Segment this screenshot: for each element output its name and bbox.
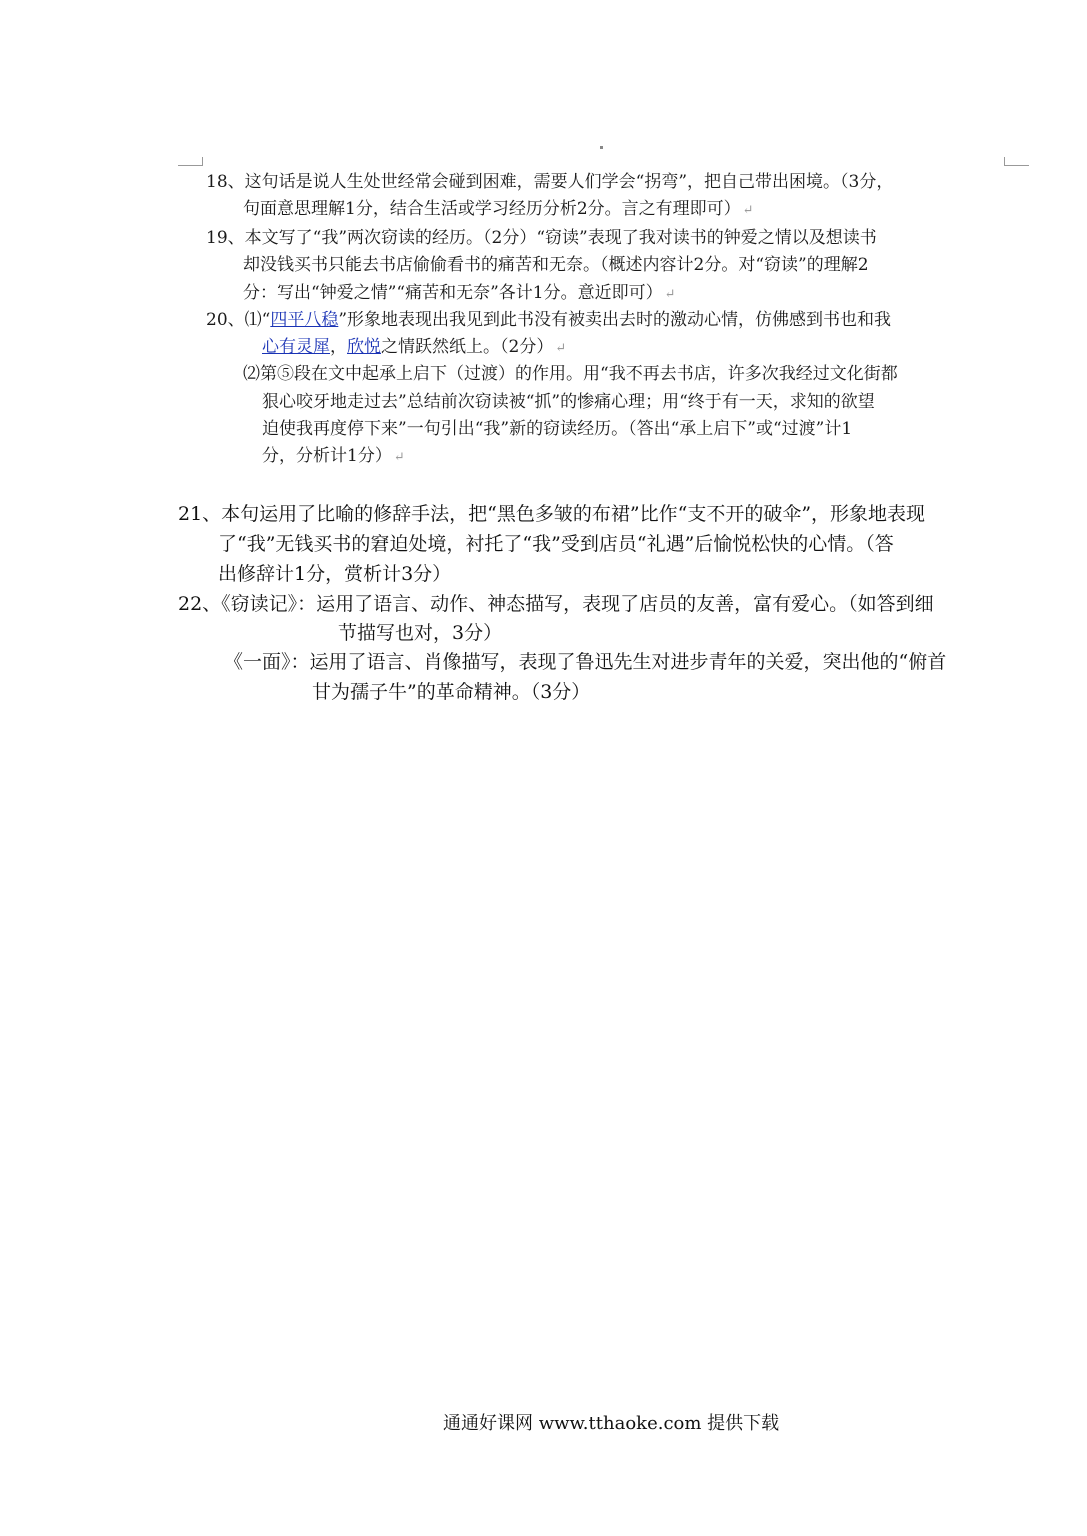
q22-line-2 [338,620,502,646]
q20-part2-text-2: 狠心咬牙地走过去”总结前次窃读被“抓”的惨痛心理；用“终于有一天，求知的欲望 [262,392,875,412]
paragraph-mark: ↵ [555,341,567,356]
hyperlink-siping-bawen[interactable]: 四平八稳 [270,310,339,330]
q18-line-1 [206,171,893,193]
q21-line-2 [218,531,894,557]
q22-text-3: 《一面》：运用了语言、肖像描写，表现了鲁迅先生对进步青年的关爱，突出他的“俯首 [224,651,947,673]
margin-corner-top-right [1004,157,1029,166]
q20-part2-line-2 [262,391,875,413]
q20-part1-line-1 [206,309,891,331]
q22-line-1 [178,591,934,617]
paragraph-mark: ↵ [742,203,754,218]
q19-line-2 [243,254,869,276]
hyperlink-xinyue[interactable]: 欣悦 [347,337,381,357]
q21-line-3 [218,561,451,587]
q20-part1-number: 20、⑴“ [206,310,271,330]
q19-text-1: 19、本文写了“我”两次窃读的经历。（2分）“窃读”表现了我对读书的钟爱之情以及想读书 [206,228,877,248]
q21-text-3: 出修辞计1分，赏析计3分） [218,563,452,585]
q20-part2-line-4 [262,445,405,469]
q20-part1-line-2 [262,336,566,360]
q20-part1-text: ”形象地表现出我见到此书没有被卖出去时的激动心情，仿佛感到书也和我 [338,310,892,330]
q20-part2-text-3: 迫使我再度停下来”一句引出“我”新的窃读经历。（答出“承上启下”或“过渡”计1 [262,419,853,439]
q22-text-1: 22、《窃读记》：运用了语言、动作、神态描写，表现了店员的友善，富有爱心。（如答到细 [178,593,934,615]
q20-part2-text-1: ⑵第⑤段在文中起承上启下（过渡）的作用。用“我不再去书店，许多次我经过文化街都 [243,364,898,384]
hyperlink-xinyou-lingxi[interactable]: 心有灵犀 [262,337,330,357]
q20-part2-text-4: 分，分析计1分） [262,446,392,466]
q19-text-3: 分：写出“钟爱之情”“痛苦和无奈”各计1分。意近即可） [243,283,663,303]
q22-text-2: 节描写也对，3分） [338,622,503,644]
q19-line-1 [206,227,877,249]
q21-text-2: 了“我”无钱买书的窘迫处境，衬托了“我”受到店员“礼遇”后愉悦松快的心情。（答 [218,533,894,555]
page-footer: 通通好课网 www.tthaoke.com 提供下载 [443,1413,780,1434]
q22-line-4 [312,679,590,705]
q21-line-1 [178,501,925,527]
q19-line-3 [243,282,676,306]
margin-corner-top-left [178,157,203,166]
q18-text-1: 18、这句话是说人生处世经常会碰到困难，需要人们学会“拐弯”，把自己带出困境。（3分， [206,172,894,192]
q18-text-2: 句面意思理解1分，结合生活或学习经历分析2分。言之有理即可） [243,199,741,219]
q20-comma: ， [330,337,347,357]
q18-line-2 [243,198,754,222]
q22-text-4: 甘为孺子牛”的革命精神。（3分） [312,681,591,703]
q21-text-1: 21、本句运用了比喻的修辞手法，把“黑色多皱的布裙”比作“支不开的破伞”，形象地表现 [178,503,926,525]
q20-part1-text-2: 之情跃然纸上。（2分） [381,337,554,357]
q19-text-2: 却没钱买书只能去书店偷偷看书的痛苦和无奈。（概述内容计2分。对“窃读”的理解2 [243,255,869,275]
q20-part2-line-3 [262,418,852,440]
q20-part2-line-1 [243,363,898,385]
page-top-dot [600,146,603,149]
paragraph-mark: ↵ [664,287,676,302]
q22-line-3 [224,649,946,675]
paragraph-mark: ↵ [393,450,405,465]
